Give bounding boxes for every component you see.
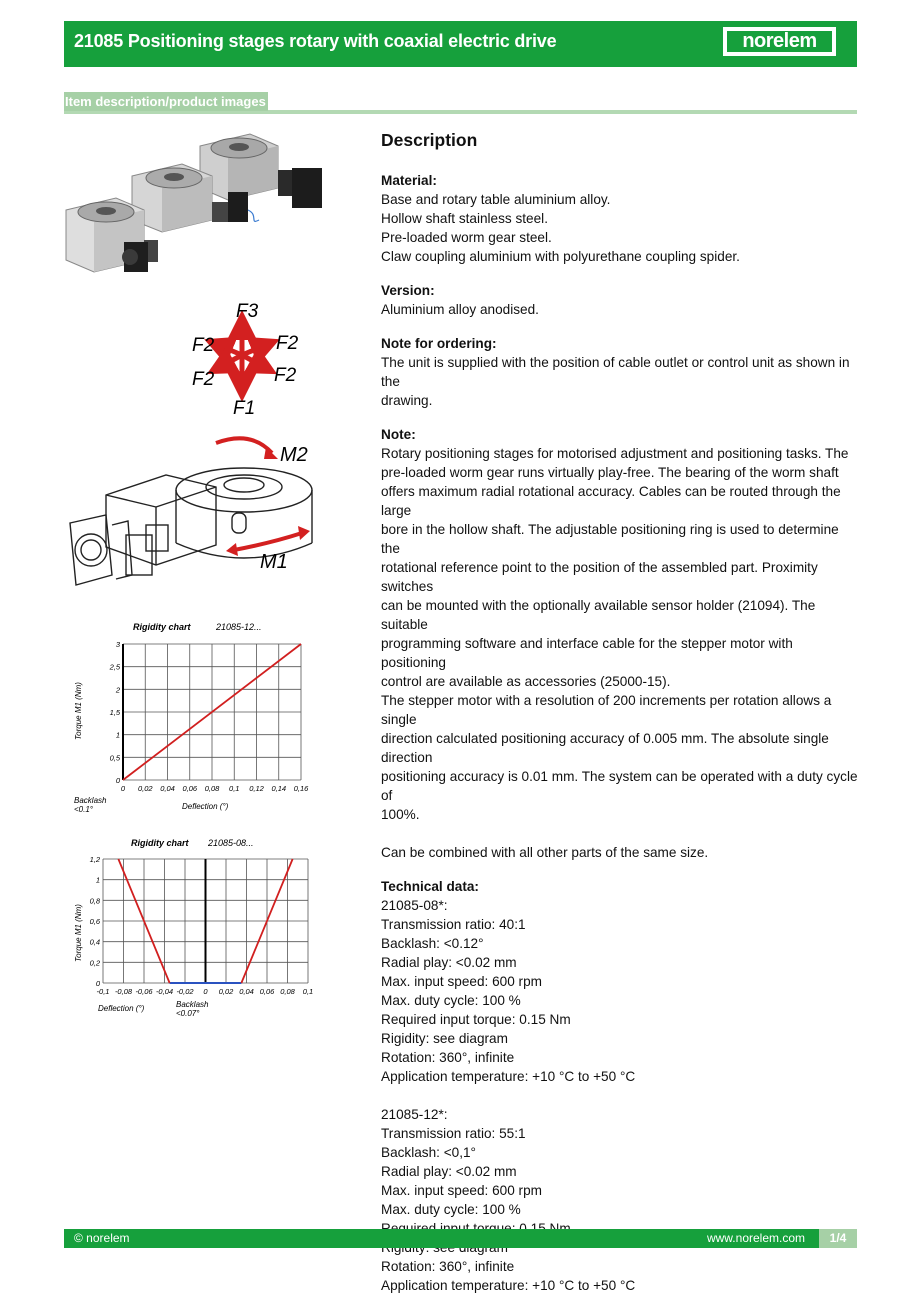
chart2-ylabel: Torque M1 (Nm)	[74, 904, 83, 962]
material-line: Claw coupling aluminium with polyurethane coupling spider.	[381, 249, 740, 264]
moment-label-m1: M1	[260, 551, 288, 573]
material-label: Material:	[381, 173, 437, 188]
moment-diagram	[66, 425, 322, 610]
note-label: Note:	[381, 427, 416, 442]
x-tick-label: 0,02	[137, 784, 153, 793]
y-tick-label: 0	[95, 979, 100, 988]
force-label-f2-lower-left: F2	[192, 369, 215, 390]
tech-12-block	[381, 1105, 859, 1295]
x-tick-label: 0,04	[160, 784, 175, 793]
tech-08-line: 21085-08*:	[381, 898, 448, 913]
ordering-label: Note for ordering:	[381, 336, 497, 351]
tech-label: Technical data:	[381, 879, 479, 894]
page-header	[64, 21, 857, 67]
chart1-subtitle: 21085-12...	[216, 622, 262, 632]
tech-12-line: Radial play: <0.02 mm	[381, 1164, 517, 1179]
norelem-logo	[723, 27, 836, 56]
note-line: programming software and interface cable for the stepper motor with positioning	[381, 636, 793, 670]
x-tick-label: -0,02	[176, 987, 194, 996]
tech-12-line: Max. duty cycle: 100 %	[381, 1202, 521, 1217]
website-link[interactable]: www.norelem.com	[706, 1231, 805, 1245]
material-line: Base and rotary table aluminium alloy.	[381, 192, 611, 207]
section-label: Item description/product images	[65, 94, 266, 109]
x-tick-label: -0,1	[96, 987, 110, 996]
note-line: rotational reference point to the position of the assembled part. Proximity switches	[381, 560, 818, 594]
note-line: 100%.	[381, 807, 420, 822]
rigidity-chart-21085-12	[64, 615, 322, 820]
x-tick-label: 0,02	[218, 987, 234, 996]
x-tick-label: 0	[203, 987, 208, 996]
tech-12-line: Transmission ratio: 55:1	[381, 1126, 526, 1141]
tech-08-line: Application temperature: +10 °C to +50 °C	[381, 1069, 636, 1084]
chart2-xlabel: Deflection (°)	[98, 1004, 145, 1013]
x-tick-label: 0,1	[229, 784, 240, 793]
force-label-f2-lower-right: F2	[274, 365, 297, 386]
combine-text: Can be combined with all other parts of the same size.	[381, 845, 709, 860]
y-tick-label: 0,6	[89, 917, 100, 926]
tech-08-line: Radial play: <0.02 mm	[381, 955, 517, 970]
version-block	[381, 281, 859, 319]
note-line: bore in the hollow shaft. The adjustable positioning ring is used to determine the	[381, 522, 839, 556]
material-line: Pre-loaded worm gear steel.	[381, 230, 552, 245]
ordering-block	[381, 334, 859, 410]
page-title: 21085 Positioning stages rotary with coaxial electric drive	[74, 31, 557, 51]
y-tick-label: 1	[115, 730, 120, 740]
tech-12-line: Backlash: <0,1°	[381, 1145, 476, 1160]
chart2-title: Rigidity chart	[131, 838, 189, 848]
force-label-f2-upper-left: F2	[192, 335, 215, 356]
chart1-backlash-value: <0.1°	[74, 805, 93, 814]
tech-12-line: Rotation: 360°, infinite	[381, 1259, 515, 1274]
x-tick-label: -0,04	[155, 987, 174, 996]
chart1-title: Rigidity chart	[133, 622, 191, 632]
tech-08-line: Max. duty cycle: 100 %	[381, 993, 521, 1008]
x-tick-label: 0,06	[182, 784, 198, 793]
y-tick-label: 1,2	[89, 855, 100, 864]
force-label-f3: F3	[236, 301, 259, 322]
rigidity-chart-21085-08	[64, 832, 322, 1027]
moment-label-m2: M2	[280, 444, 308, 466]
note-line: Rotary positioning stages for motorised adjustment and positioning tasks. The	[381, 446, 849, 461]
tech-08-line: Transmission ratio: 40:1	[381, 917, 526, 932]
force-label-f2-upper-right: F2	[276, 333, 299, 354]
x-tick-label: 0,12	[249, 784, 264, 793]
note-line: The stepper motor with a resolution of 200 increments per rotation allows a single	[381, 693, 832, 727]
y-tick-label: 0,8	[89, 896, 100, 906]
x-tick-label: 0,08	[280, 987, 295, 996]
x-tick-label: 0,06	[259, 987, 275, 996]
note-line: direction calculated positioning accuracy of 0.005 mm. The absolute single direction	[381, 731, 829, 765]
chart2-subtitle: 21085-08...	[208, 838, 254, 848]
chart1-backlash-label: Backlash	[74, 796, 107, 805]
x-tick-label: 0,16	[293, 784, 309, 793]
tech-12-line: Max. input speed: 600 rpm	[381, 1183, 542, 1198]
x-tick-label: 0,14	[271, 784, 287, 793]
logo-text: norelem	[727, 31, 832, 52]
y-tick-label: 2,5	[109, 662, 120, 672]
y-tick-label: 1	[95, 875, 100, 885]
note-line: control are available as accessories (25000-15).	[381, 674, 671, 689]
y-tick-label: 0,2	[89, 958, 100, 968]
page-number: 1/4	[819, 1229, 857, 1248]
chart2-backlash-label: Backlash	[176, 1000, 209, 1009]
description-heading: Description	[381, 130, 478, 150]
material-block	[381, 171, 859, 266]
chart1-ylabel: Torque M1 (Nm)	[74, 682, 83, 740]
material-line: Hollow shaft stainless steel.	[381, 211, 548, 226]
tech-08-line: Rigidity: see diagram	[381, 1031, 508, 1046]
y-tick-label: 0	[115, 776, 120, 785]
combine-block	[381, 843, 859, 862]
version-text: Aluminium alloy anodised.	[381, 302, 539, 317]
tech-12-line: 21085-12*:	[381, 1107, 448, 1122]
note-line: can be mounted with the optionally available sensor holder (21094). The suitable	[381, 598, 816, 632]
tech-08-line: Rotation: 360°, infinite	[381, 1050, 515, 1065]
note-line: positioning accuracy is 0.01 mm. The system can be operated with a duty cycle of	[381, 769, 858, 803]
chart2-backlash-value: <0.07°	[176, 1009, 200, 1018]
y-tick-label: 1,5	[109, 708, 120, 717]
force-diagram	[180, 295, 310, 420]
note-line: pre-loaded worm gear runs virtually play-free. The bearing of the worm shaft	[381, 465, 839, 480]
x-tick-label: 0,08	[204, 784, 220, 793]
tech-08-line: Backlash: <0.12°	[381, 936, 484, 951]
y-tick-label: 2	[115, 685, 120, 695]
page-footer	[64, 1229, 857, 1248]
ordering-line: The unit is supplied with the position of cable outlet or control unit as shown in the	[381, 355, 850, 389]
product-image-large	[200, 134, 322, 208]
y-tick-label: 0,4	[89, 937, 100, 947]
note-line: offers maximum radial rotational accuracy. Cables can be routed through the large	[381, 484, 841, 518]
force-label-f1: F1	[233, 398, 256, 419]
x-tick-label: 0,04	[239, 987, 254, 996]
y-tick-label: 3	[115, 640, 120, 649]
x-tick-label: 0,1	[302, 987, 314, 996]
tech-08-line: Required input torque: 0.15 Nm	[381, 1012, 571, 1027]
tech-08-line: Max. input speed: 600 rpm	[381, 974, 542, 989]
product-images	[64, 130, 322, 280]
chart1-xlabel: Deflection (°)	[182, 802, 229, 811]
description-column	[381, 129, 859, 1310]
x-tick-label: -0,06	[135, 987, 153, 996]
x-tick-label: -0,08	[114, 987, 133, 996]
version-label: Version:	[381, 283, 435, 298]
tech-08-block	[381, 877, 859, 1086]
tech-12-line: Application temperature: +10 °C to +50 °C	[381, 1278, 636, 1293]
y-tick-label: 0,5	[109, 753, 120, 763]
note-block	[381, 425, 859, 824]
ordering-line: drawing.	[381, 393, 433, 408]
copyright: © norelem	[74, 1231, 130, 1245]
x-tick-label: 0	[120, 784, 126, 793]
